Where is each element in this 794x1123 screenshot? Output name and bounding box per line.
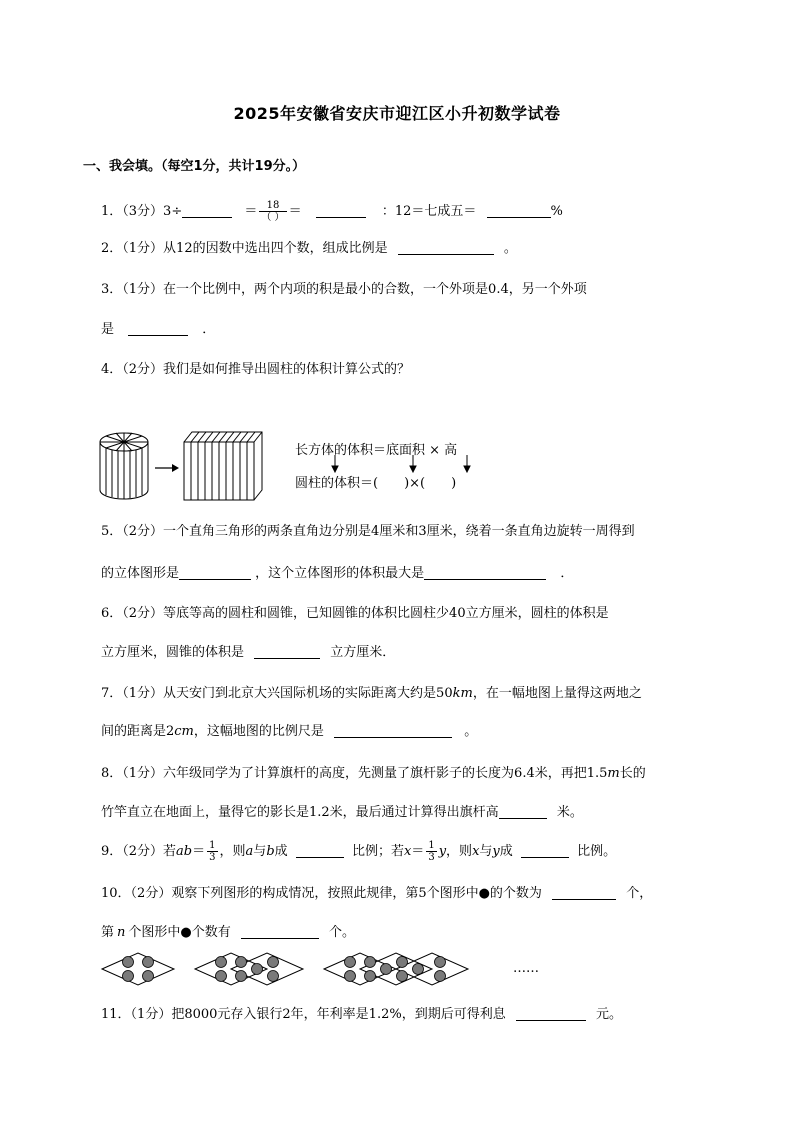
fraction: $\frac{18}{( )}$ — [261, 200, 285, 223]
fraction: $\frac{1}{3}$ — [209, 840, 216, 863]
answer-blank[interactable] — [241, 924, 319, 939]
question-10: 10．（2分）观察下列图形的构成情况，按照此规律，第5个图形中●的个数为 个， — [101, 886, 653, 901]
question-1: 1．（3分）3÷ ＝ $\frac{18}{( )}$ ＝ ：12＝七成五＝ % — [101, 200, 563, 223]
answer-blank[interactable] — [128, 321, 188, 336]
question-11: 11．（1分）把8000元存入银行2年，年利率是1.2%，到期后可得利息 元。 — [101, 1007, 622, 1022]
answer-blank[interactable] — [499, 804, 547, 819]
section-heading: 一、我会填。（每空1分，共计19分。） — [83, 159, 306, 174]
formula-cylinder: 圆柱的体积＝( )×( ) — [295, 476, 457, 491]
question-3: 3．（1分）在一个比例中，两个内项的积是最小的合数，一个外项是0.4，另一个外项 — [101, 282, 587, 297]
ellipsis-text: …… — [513, 961, 539, 976]
cylinder-to-cuboid-figure — [98, 428, 273, 506]
answer-blank[interactable] — [521, 843, 569, 858]
question-10-line2: 第 n 个图形中●个数有 个。 — [101, 925, 356, 940]
question-7-line2: 间的距离是2cm，这幅地图的比例尺是 。 — [101, 724, 478, 739]
answer-blank[interactable] — [552, 885, 616, 900]
cuboid-icon — [184, 432, 262, 500]
answer-blank[interactable] — [398, 240, 494, 255]
question-8-line2: 竹竿直立在地面上，量得它的影长是1.2米，最后通过计算得出旗杆高 米。 — [101, 805, 583, 820]
answer-blank[interactable] — [334, 723, 452, 738]
question-5-line2: 的立体图形是 ，这个立体图形的体积最大是 ． — [101, 566, 574, 581]
question-6-line2: 立方厘米，圆锥的体积是 立方厘米． — [101, 645, 396, 660]
dot-pattern-figure — [100, 951, 480, 987]
page-title: 2025年安徽省安庆市迎江区小升初数学试卷 — [233, 104, 561, 123]
answer-blank[interactable] — [182, 203, 232, 218]
answer-blank[interactable] — [516, 1006, 586, 1021]
question-5: 5．（2分）一个直角三角形的两条直角边分别是4厘米和3厘米，绕着一条直角边旋转一周得到 — [101, 524, 635, 539]
question-9: 9．（2分）若ab＝ $\frac{1}{3}$ ，则a与b成 比例；若x＝ $\frac{1}{3}$ y，则x与y成 比例。 — [101, 840, 617, 863]
answer-blank[interactable] — [487, 203, 551, 218]
answer-blank[interactable] — [296, 843, 344, 858]
question-4: 4．（2分）我们是如何推导出圆柱的体积计算公式的？ — [101, 362, 411, 377]
answer-blank[interactable] — [179, 565, 251, 580]
formula-cuboid: 长方体的体积＝底面积 × 高 — [295, 443, 458, 458]
question-3-line2: 是 ． — [101, 322, 216, 337]
rhombus-shape — [102, 953, 174, 985]
fraction: $\frac{1}{3}$ — [428, 840, 435, 863]
question-6: 6．（2分）等底等高的圆柱和圆锥，已知圆锥的体积比圆柱少40立方厘米，圆柱的体积是 — [101, 606, 609, 621]
formula-arrows — [295, 455, 495, 473]
answer-blank[interactable] — [254, 644, 320, 659]
question-7: 7．（1分）从天安门到北京大兴国际机场的实际距离大约是50km，在一幅地图上量得这两地之 — [101, 686, 642, 701]
question-2: 2．（1分）从12的因数中选出四个数，组成比例是 。 — [101, 241, 517, 256]
answer-blank[interactable] — [424, 565, 546, 580]
cylinder-icon — [100, 433, 148, 499]
question-8: 8．（1分）六年级同学为了计算旗杆的高度，先测量了旗杆影子的长度为6.4米，再把1.5m长的 — [101, 766, 646, 781]
arrow-right-icon — [155, 464, 179, 472]
answer-blank[interactable] — [316, 203, 366, 218]
